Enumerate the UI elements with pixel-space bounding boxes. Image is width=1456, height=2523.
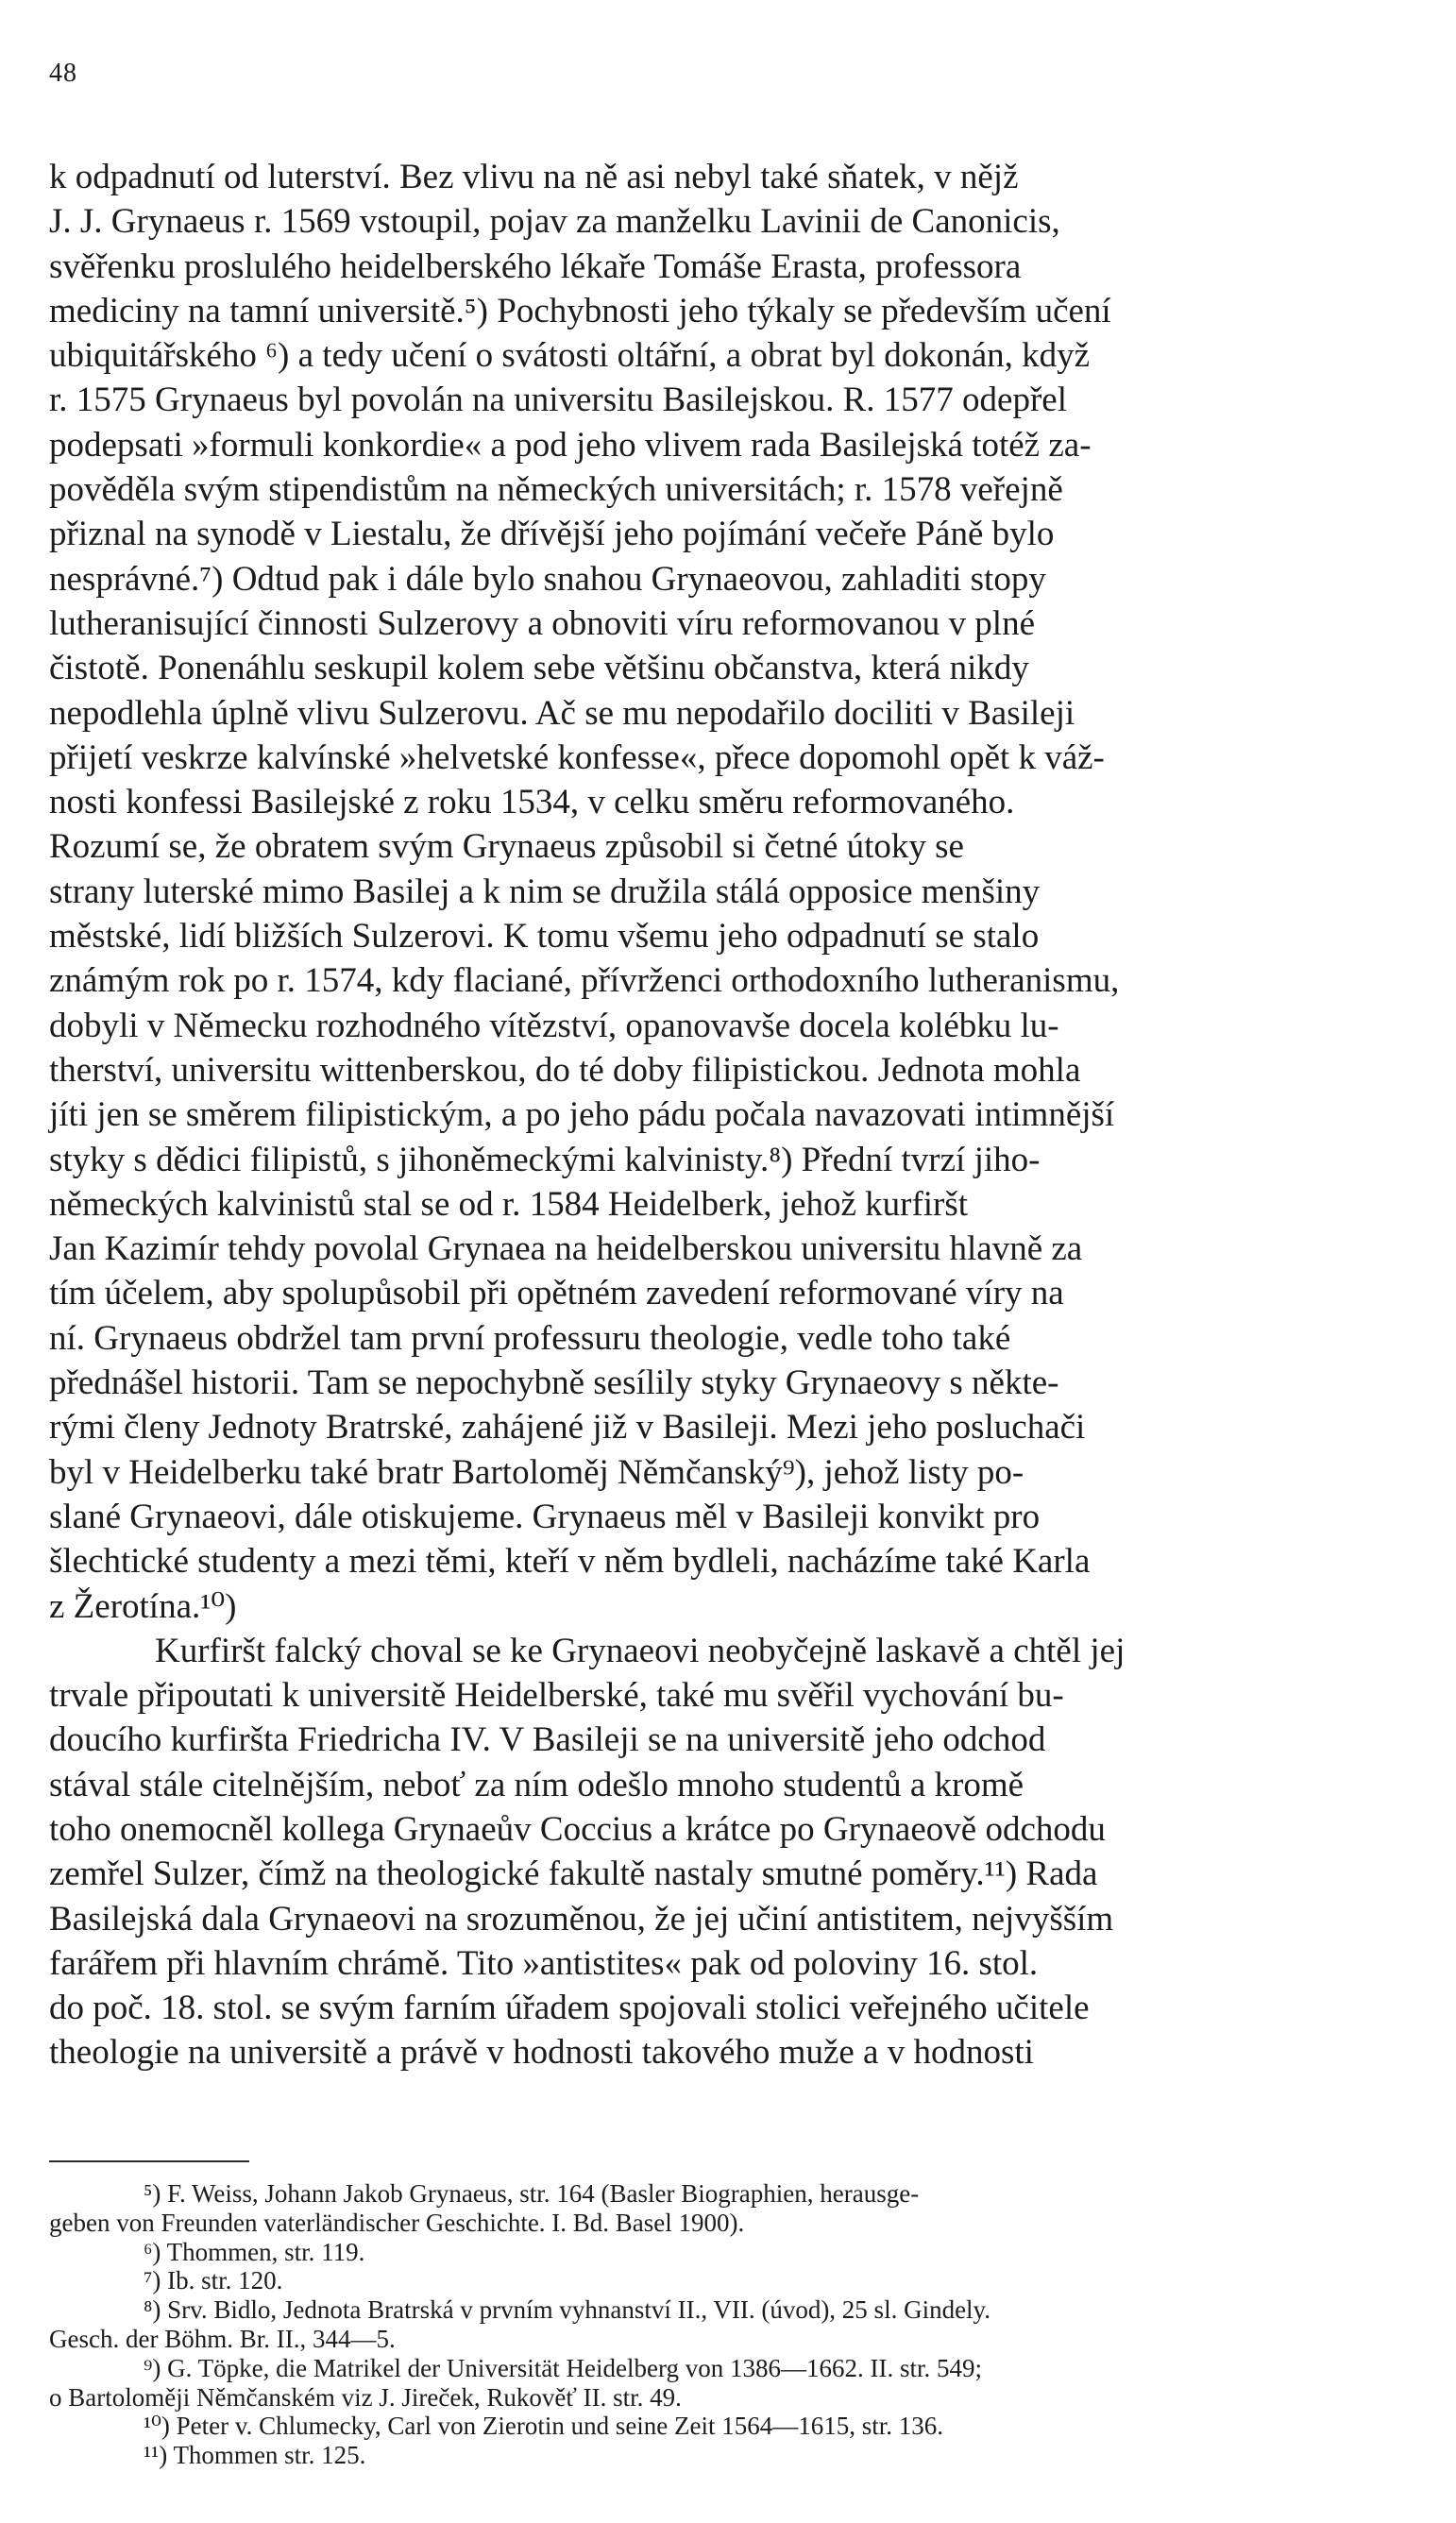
text-line: přiznal na synodě v Liestalu, že dřívější jeho pojímání večeře Páně bylo bbox=[49, 515, 1055, 554]
footnote-divider bbox=[49, 2160, 249, 2162]
page-number: 48 bbox=[49, 59, 77, 88]
text-line: do poč. 18. stol. se svým farním úřadem spojovali stolici veřejného učitele bbox=[49, 1989, 1090, 2028]
footnotes bbox=[49, 2179, 1414, 2470]
text-line: doucího kurfiršta Friedricha IV. V Basileji se na universitě jeho odchod bbox=[49, 1720, 1046, 1760]
footnote-line: ⁹) G. Töpke, die Matrikel der Universität Heidelberg von 1386—1662. II. str. 549; bbox=[144, 2353, 982, 2382]
footnote-line: ⁶) Thommen, str. 119. bbox=[144, 2237, 365, 2266]
text-line: nepodlehla úplně vlivu Sulzerovu. Ač se mu nepodařilo dociliti v Basileji bbox=[49, 693, 1075, 733]
text-line: Rozumí se, že obratem svým Grynaeus způsobil si četné útoky se bbox=[49, 827, 964, 867]
text-line: nesprávné.⁷) Odtud pak i dále bylo snahou Grynaeovou, zahladiti stopy bbox=[49, 559, 1046, 599]
text-line: r. 1575 Grynaeus byl povolán na universitu Basilejskou. R. 1577 odepřel bbox=[49, 381, 1067, 420]
text-line: trvale připoutati k universitě Heidelberské, také mu svěřil vychování bu- bbox=[49, 1676, 1064, 1716]
text-line: svěřenku proslulého heidelberského lékaře Tomáše Erasta, professora bbox=[49, 246, 1022, 286]
text-line: čistotě. Ponenáhlu seskupil kolem sebe většinu občanstva, která nikdy bbox=[49, 649, 1029, 688]
text-line: pověděla svým stipendistům na německých universitách; r. 1578 veřejně bbox=[49, 470, 1063, 510]
text-line: Basilejská dala Grynaeovi na srozuměnou, že jej učiní antistitem, nejvyšším bbox=[49, 1899, 1114, 1939]
text-line: theologie na universitě a právě v hodnosti takového muže a v hodnosti bbox=[49, 2033, 1034, 2073]
text-line: J. J. Grynaeus r. 1569 vstoupil, pojav za manželku Lavinii de Canonicis, bbox=[49, 202, 1060, 242]
text-line: přednášel historii. Tam se nepochybně sesílily styky Grynaeovy s někte- bbox=[49, 1363, 1059, 1403]
text-line: šlechtické studenty a mezi těmi, kteří v něm bydleli, nacházíme také Karla bbox=[49, 1542, 1091, 1582]
text-line: toho onemocněl kollega Grynaeův Coccius a krátce po Grynaeově odchodu bbox=[49, 1809, 1106, 1849]
text-line: jíti jen se směrem filipistickým, a po jeho pádu počala navazovati intimnější bbox=[49, 1095, 1115, 1135]
text-line: strany luterské mimo Basilej a k nim se družila stálá opposice menšiny bbox=[49, 872, 1041, 911]
text-line: Jan Kazimír tehdy povolal Grynaea na heidelberskou universitu hlavně za bbox=[49, 1229, 1083, 1269]
text-line: přijetí veskrze kalvínské »helvetské konfesse«, přece dopomohl opět k váž- bbox=[49, 737, 1105, 777]
footnote-line: ¹⁰) Peter v. Chlumecky, Carl von Zierotin und seine Zeit 1564—1615, str. 136. bbox=[144, 2412, 944, 2441]
footnote-line: ⁵) F. Weiss, Johann Jakob Grynaeus, str. 164 (Basler Biographien, herausge- bbox=[144, 2179, 920, 2208]
text-line: ní. Grynaeus obdržel tam první professuru theologie, vedle toho také bbox=[49, 1318, 1011, 1358]
text-line: podepsati »formuli konkordie« a pod jeho vlivem rada Basilejská totéž za- bbox=[49, 425, 1092, 465]
footnote-line: ⁷) Ib. str. 120. bbox=[144, 2266, 283, 2295]
text-line: tím účelem, aby spolupůsobil při opětném zavedení reformované víry na bbox=[49, 1274, 1064, 1313]
text-line: dobyli v Německu rozhodného vítězství, opanovavše docela kolébku lu- bbox=[49, 1006, 1059, 1045]
text-line: zemřel Sulzer, čímž na theologické fakultě nastaly smutné poměry.¹¹) Rada bbox=[49, 1854, 1098, 1894]
footnote-line: Gesch. der Böhm. Br. II., 344—5. bbox=[49, 2324, 396, 2353]
text-line: styky s dědici filipistů, s jihoněmeckými kalvinisty.⁸) Přední tvrzí jiho- bbox=[49, 1140, 1041, 1179]
text-line: therství, universitu wittenberskou, do té doby filipistickou. Jednota mohla bbox=[49, 1050, 1081, 1090]
text-line: byl v Heidelberku také bratr Bartoloměj Němčanský⁹), jehož listy po- bbox=[49, 1452, 1024, 1492]
text-line: lutheranisující činnosti Sulzerovy a obnoviti víru reformovanou v plné bbox=[49, 603, 1036, 643]
text-line: mediciny na tamní universitě.⁵) Pochybnosti jeho týkaly se především učení bbox=[49, 291, 1111, 330]
text-line: z Žerotína.¹⁰) bbox=[49, 1586, 237, 1626]
text-line: německých kalvinistů stal se od r. 1584 Heidelberk, jehož kurfiršt bbox=[49, 1184, 969, 1224]
text-line: městské, lidí bližších Sulzerovi. K tomu všemu jeho odpadnutí se stalo bbox=[49, 917, 1040, 957]
footnote-line: ¹¹) Thommen str. 125. bbox=[144, 2441, 366, 2470]
footnote-line: o Bartoloměji Němčanském viz J. Jireček, Rukověť II. str. 49. bbox=[49, 2382, 682, 2412]
text-line: nosti konfessi Basilejské z roku 1534, v celku směru reformovaného. bbox=[49, 783, 1015, 822]
text-line: slané Grynaeovi, dále otiskujeme. Grynaeus měl v Basileji konvikt pro bbox=[49, 1497, 1041, 1536]
footnote-line: geben von Freunden vaterländischer Geschichte. I. Bd. Basel 1900). bbox=[49, 2208, 745, 2237]
footnote-line: ⁸) Srv. Bidlo, Jednota Bratrská v prvním vyhnanství II., VII. (úvod), 25 sl. Gindely. bbox=[144, 2295, 991, 2325]
text-line: farářem při hlavním chrámě. Tito »antistites« pak od poloviny 16. stol. bbox=[49, 1943, 1039, 1983]
text-line: k odpadnutí od luterství. Bez vlivu na ně asi nebyl také sňatek, v nějž bbox=[49, 158, 1019, 196]
text-line: ubiquitářského ⁶) a tedy učení o svátosti oltářní, a obrat byl dokonán, když bbox=[49, 336, 1091, 376]
text-line: stával stále citelnějším, neboť za ním odešlo mnoho studentů a kromě bbox=[49, 1765, 1024, 1804]
text-line: známým rok po r. 1574, kdy flaciané, přívrženci orthodoxního lutheranismu, bbox=[49, 961, 1120, 1001]
text-line-indented: Kurfiršt falcký choval se ke Grynaeovi neobyčejně laskavě a chtěl jej bbox=[155, 1631, 1126, 1670]
text-line: rými členy Jednoty Bratrské, zahájené již v Basileji. Mezi jeho posluchači bbox=[49, 1408, 1086, 1448]
main-text bbox=[49, 155, 1414, 2075]
